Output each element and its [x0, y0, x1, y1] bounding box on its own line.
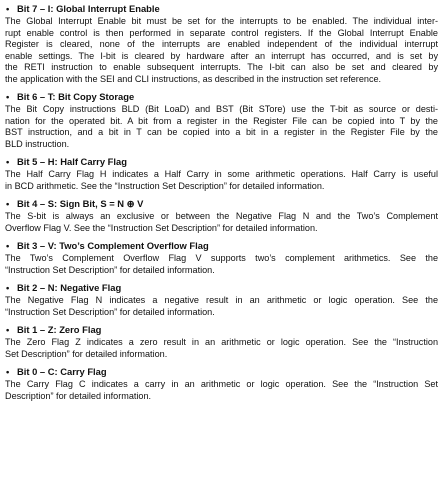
section-bit-5 — [5, 156, 438, 192]
section-bit-1 — [5, 324, 438, 360]
bullet-icon: • — [6, 156, 10, 167]
body-line: BLD instruction. — [5, 138, 70, 149]
section-body — [5, 104, 438, 150]
section-bit-4 — [5, 198, 438, 234]
body-line: The S-bit is always an exclusive or between the Negative Flag N and the Two’s Complement — [5, 211, 438, 221]
body-line: “Instruction Set Description” for detailed information. — [5, 306, 215, 317]
body-line: BST instruction, and a bit in T can be copied into a bit in a register in the Register File by the — [5, 127, 438, 137]
body-line: nation for the operated bit. A bit from a register in the Register File can be copied into T by the — [5, 115, 438, 126]
body-line: The Zero Flag Z indicates a zero result in an arithmetic or logic operation. See the “Instruction — [5, 337, 438, 347]
body-line: The Bit Copy instructions BLD (Bit LoaD) and BST (Bit STore) use the T-bit as source or desti- — [5, 104, 438, 114]
section-bit-0 — [5, 366, 438, 402]
section-body — [5, 379, 438, 402]
section-bit-2 — [5, 282, 438, 318]
section-heading — [5, 366, 438, 378]
section-body — [5, 253, 438, 276]
bullet-icon: • — [6, 366, 10, 377]
body-line: Overflow Flag V. See the “Instruction Set Description” for detailed information. — [5, 222, 318, 233]
body-line: enable settings. The I-bit is cleared by hardware after an interrupt has occurred, and is set by — [5, 50, 438, 61]
body-line: rupt enable control is then performed in separate control registers. If the Global Interrupt Enable — [5, 27, 438, 38]
bullet-icon: • — [6, 282, 10, 293]
body-line: Set Description” for detailed information. — [5, 348, 168, 359]
body-line: The Two’s Complement Overflow Flag V supports two’s complement arithmetics. See the — [5, 253, 438, 263]
bullet-icon: • — [6, 91, 10, 102]
body-line: The Global Interrupt Enable bit must be set for the interrupts to be enabled. The individual inter- — [5, 16, 438, 26]
section-body — [5, 295, 438, 318]
heading-text: Bit 7 – I: Global Interrupt Enable — [17, 3, 160, 14]
heading-text: Bit 0 – C: Carry Flag — [17, 366, 107, 377]
heading-text: Bit 1 – Z: Zero Flag — [17, 324, 102, 335]
body-line: “Instruction Set Description” for detailed information. — [5, 264, 215, 275]
section-heading — [5, 324, 438, 336]
section-body — [5, 169, 438, 192]
bullet-icon: • — [6, 240, 10, 251]
section-body — [5, 16, 438, 85]
body-line: Description” for detailed information. — [5, 390, 152, 401]
heading-text: Bit 5 – H: Half Carry Flag — [17, 156, 127, 167]
section-body — [5, 211, 438, 234]
section-heading — [5, 282, 438, 294]
bullet-icon: • — [6, 198, 10, 209]
section-bit-3 — [5, 240, 438, 276]
body-line: The Carry Flag C indicates a carry in an arithmetic or logic operation. See the “Instruction Set — [5, 379, 438, 389]
body-line: Register is cleared, none of the interrupts are enabled independent of the individual interrupt — [5, 39, 438, 49]
body-line: The Half Carry Flag H indicates a Half Carry in some arithmetic operations. Half Carry is useful — [5, 169, 438, 179]
heading-text: Bit 4 – S: Sign Bit, S = N ⊕ V — [17, 198, 144, 209]
section-bit-6 — [5, 91, 438, 150]
bullet-icon: • — [6, 3, 10, 14]
heading-text: Bit 2 – N: Negative Flag — [17, 282, 122, 293]
section-heading — [5, 91, 438, 103]
section-heading — [5, 156, 438, 168]
section-heading — [5, 198, 438, 210]
heading-text: Bit 3 – V: Two’s Complement Overflow Flag — [17, 240, 209, 251]
section-heading — [5, 3, 438, 15]
body-line: the application with the SEI and CLI instructions, as described in the instruction set reference. — [5, 73, 382, 84]
section-body — [5, 337, 438, 360]
bullet-icon: • — [6, 324, 10, 335]
section-heading — [5, 240, 438, 252]
body-line: the RETI instruction to enable subsequent interrupts. The I-bit can also be set and cleared by — [5, 62, 438, 72]
section-bit-7 — [5, 3, 438, 85]
body-line: in BCD arithmetic. See the “Instruction Set Description” for detailed information. — [5, 180, 325, 191]
heading-text: Bit 6 – T: Bit Copy Storage — [17, 91, 135, 102]
body-line: The Negative Flag N indicates a negative result in an arithmetic or logic operation. See the — [5, 295, 438, 305]
